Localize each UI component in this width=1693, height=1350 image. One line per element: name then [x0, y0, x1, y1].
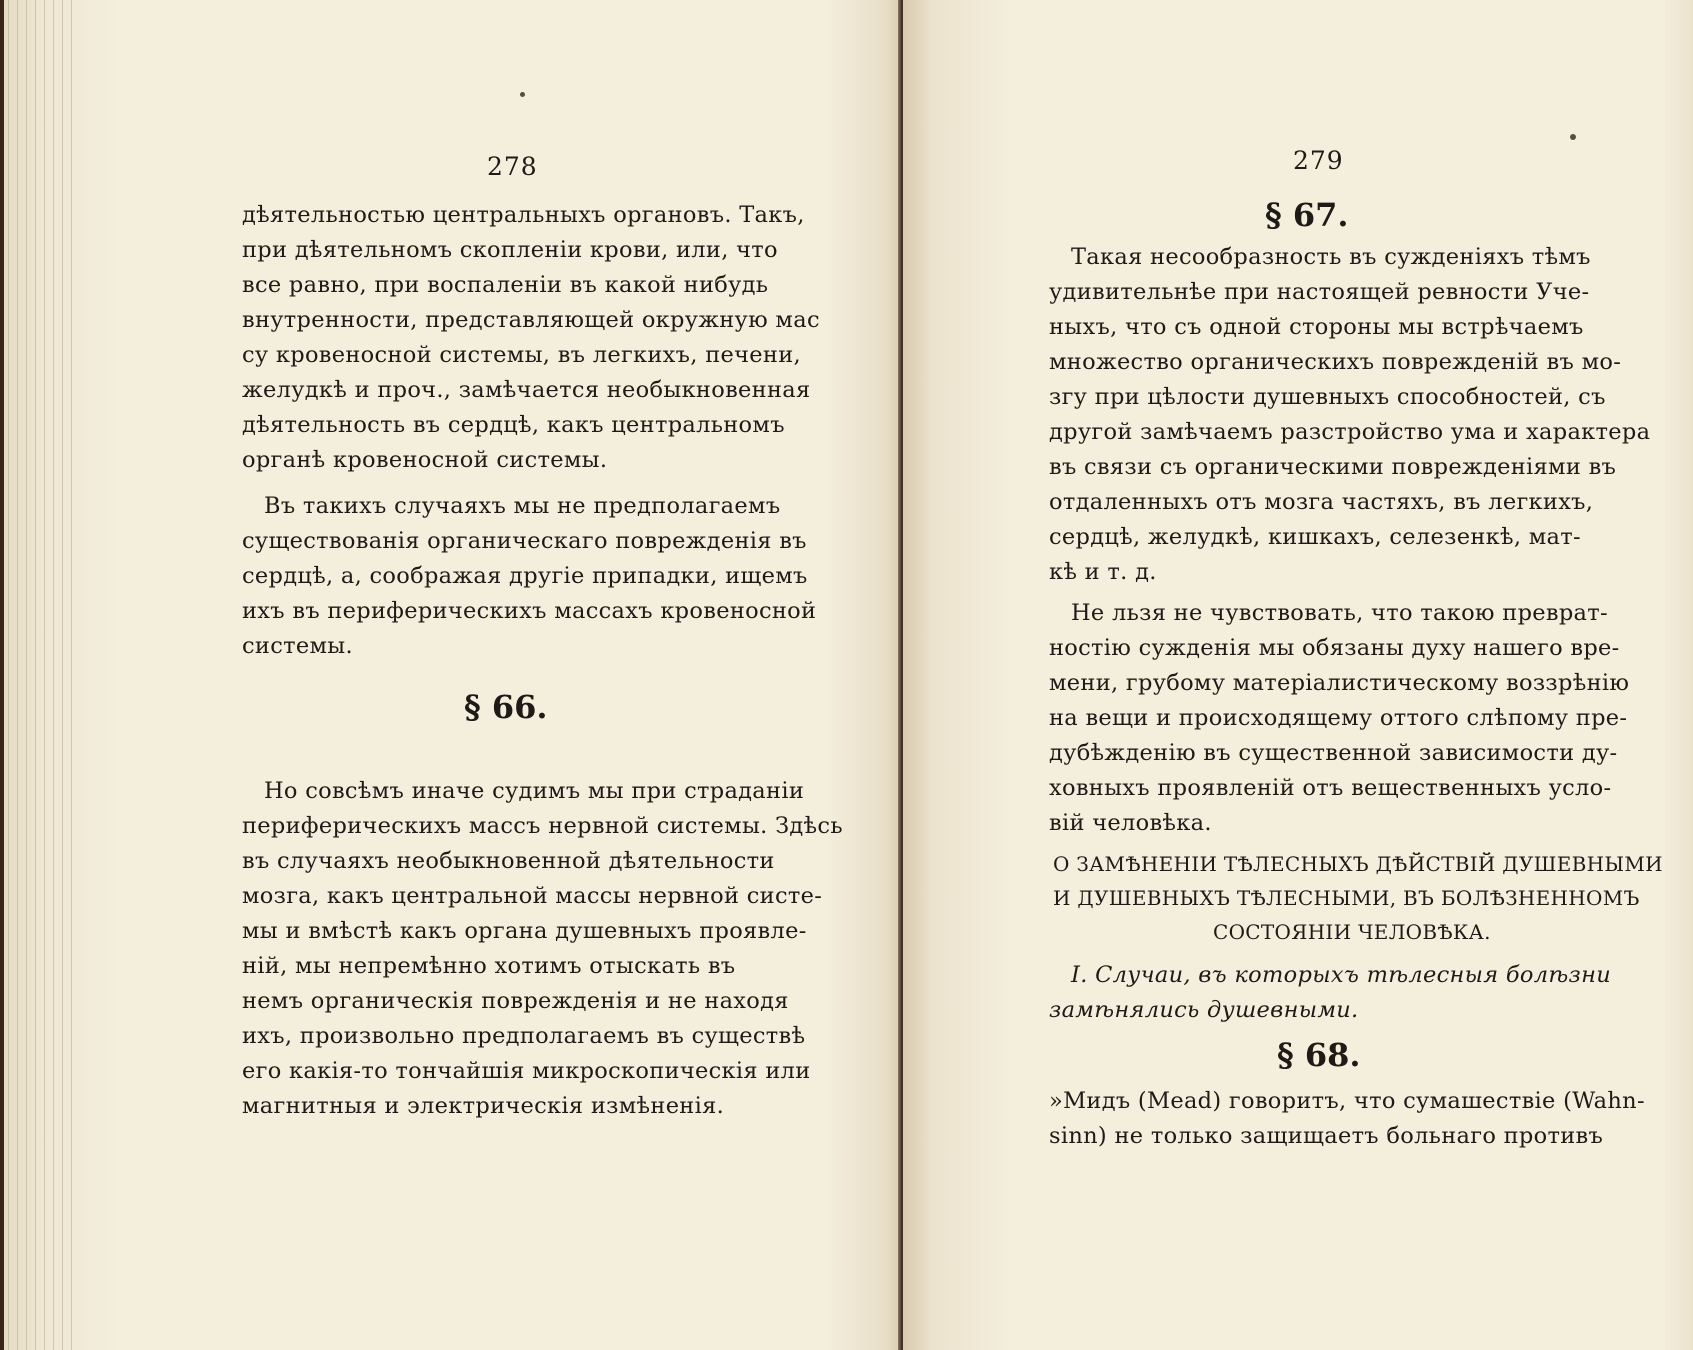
text-line: ихъ, произвольно предполагаемъ въ существѣ [242, 1023, 806, 1049]
text-line: немъ органическія поврежденія и не находя [242, 988, 789, 1014]
text-line: ныхъ, что съ одной стороны мы встрѣчаемъ [1049, 314, 1584, 340]
case-heading-line: I. Случаи, въ которыхъ тѣлесныя болѣзни [1071, 962, 1612, 988]
text-line: ховныхъ проявленій отъ вещественныхъ усло- [1049, 775, 1612, 801]
section-heading-68: § 68. [1277, 1036, 1361, 1074]
right-page [903, 0, 1693, 1350]
text-line: дубѣжденію въ существенной зависимости ду- [1049, 740, 1618, 766]
text-line: ихъ въ периферическихъ массахъ кровеносной [242, 598, 817, 624]
text-line: дѣятельность въ сердцѣ, какъ центральномъ [242, 412, 785, 438]
text-line: дѣятельностью центральныхъ органовъ. Такъ, [242, 202, 805, 228]
text-line: желудкѣ и проч., замѣчается необыкновенная [242, 377, 811, 403]
left-page [4, 0, 902, 1350]
text-line: въ связи съ органическими поврежденіями въ [1049, 454, 1617, 480]
text-line: ній, мы непремѣнно хотимъ отыскать въ [242, 953, 736, 979]
text-line: на вещи и происходящему оттого слѣпому пре- [1049, 705, 1628, 731]
text-line: внутренности, представляющей окружную мас [242, 307, 820, 333]
text-line: кѣ и т. д. [1049, 559, 1157, 585]
text-line: при дѣятельномъ скопленіи крови, или, что [242, 237, 778, 263]
text-line: Такая несообразность въ сужденіяхъ тѣмъ [1071, 244, 1591, 270]
subtitle-line: И ДУШЕВНЫХЪ ТѢЛЕСНЫМИ, ВЪ БОЛѢЗНЕННОМЪ [1053, 886, 1640, 910]
text-line: сердцѣ, а, соображая другіе припадки, ищемъ [242, 563, 808, 589]
section-heading-66: § 66. [464, 688, 548, 726]
text-line: згу при цѣлости душевныхъ способностей, съ [1049, 384, 1606, 410]
ink-spot [520, 92, 525, 97]
text-line: периферическихъ массъ нервной системы. Здѣсь [242, 813, 843, 839]
text-line: системы. [242, 633, 353, 659]
text-line: другой замѣчаемъ разстройство ума и характера [1049, 419, 1651, 445]
text-line: Не льзя не чувствовать, что такою преврат- [1071, 600, 1608, 626]
text-line: органѣ кровеносной системы. [242, 447, 608, 473]
text-line: удивительнѣе при настоящей ревности Уче- [1049, 279, 1590, 305]
case-heading-line: замѣнялись душевными. [1049, 997, 1359, 1023]
text-line: вій человѣка. [1049, 810, 1212, 836]
text-line: ностію сужденія мы обязаны духу нашего вре- [1049, 635, 1620, 661]
section-heading-67: § 67. [1265, 196, 1349, 234]
text-line: мы и вмѣстѣ какъ органа душевныхъ проявле- [242, 918, 807, 944]
page-number-279: 279 [1293, 146, 1344, 175]
text-line: существованія органическаго поврежденія въ [242, 528, 807, 554]
text-line: су кровеносной системы, въ легкихъ, печени, [242, 342, 801, 368]
text-line: sinn) не только защищаетъ больнаго противъ [1049, 1123, 1604, 1149]
text-line: его какія-то тончайшія микроскопическія или [242, 1058, 811, 1084]
page-edge-lines [8, 0, 78, 1350]
text-line: множество органическихъ поврежденій въ мо- [1049, 349, 1622, 375]
text-line: отдаленныхъ отъ мозга частяхъ, въ легкихъ, [1049, 489, 1594, 515]
ink-spot [1570, 134, 1576, 140]
page-number-278: 278 [487, 152, 538, 181]
subtitle-line: СОСТОЯНІИ ЧЕЛОВѢКА. [1213, 920, 1491, 944]
text-line: мени, грубому матеріалистическому воззрѣнію [1049, 670, 1630, 696]
text-line: магнитныя и электрическія измѣненія. [242, 1093, 725, 1119]
text-line: въ случаяхъ необыкновенной дѣятельности [242, 848, 775, 874]
text-line: сердцѣ, желудкѣ, кишкахъ, селезенкѣ, мат- [1049, 524, 1581, 550]
text-line: все равно, при воспаленіи въ какой нибудь [242, 272, 769, 298]
text-line: »Мидъ (Mead) говоритъ, что сумашествіе (Wahn- [1049, 1088, 1645, 1114]
text-line: Но совсѣмъ иначе судимъ мы при страданіи [264, 778, 805, 804]
subtitle-line: О ЗАМѢНЕНІИ ТѢЛЕСНЫХЪ ДѢЙСТВІЙ ДУШЕВНЫМИ [1053, 852, 1663, 876]
text-line: Въ такихъ случаяхъ мы не предполагаемъ [264, 493, 781, 519]
text-line: мозга, какъ центральной массы нервной систе- [242, 883, 823, 909]
